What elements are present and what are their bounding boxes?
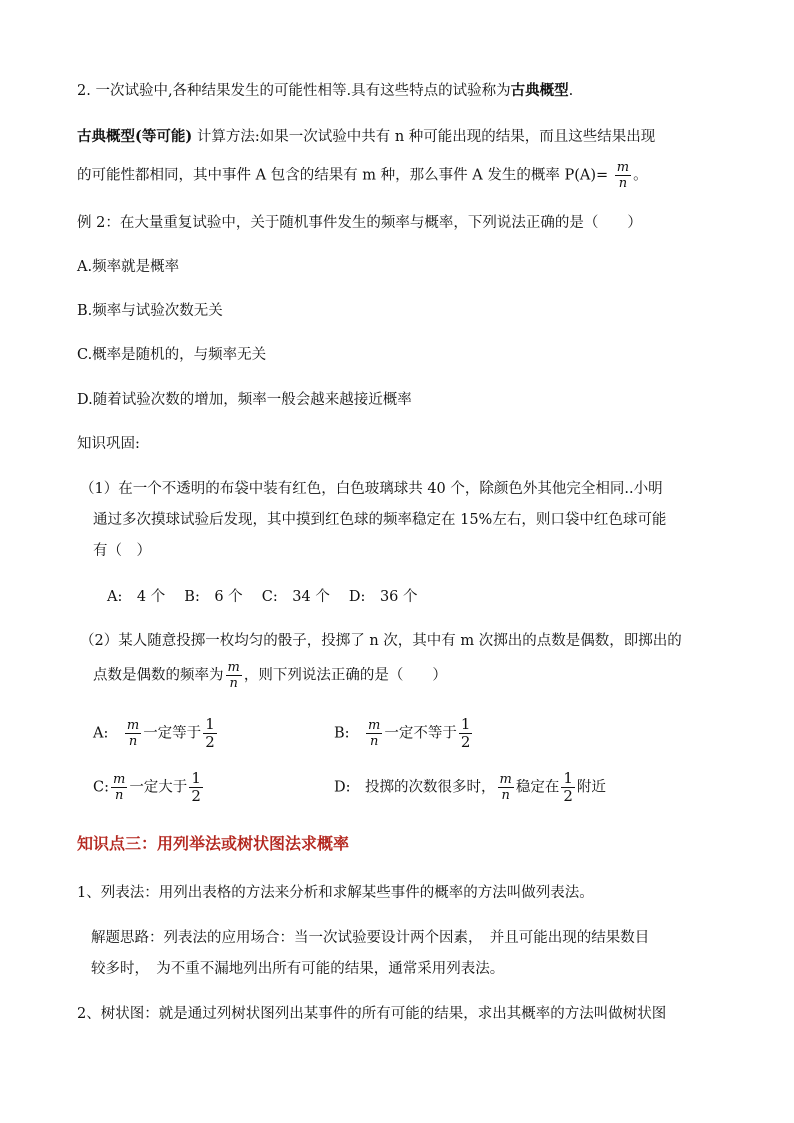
fraction-m-over-n: $\frac{m}{n}$ <box>112 772 126 803</box>
term-classical-model: 古典概型 <box>510 82 569 99</box>
q2-option-c: C: $\frac{m}{n}$ 一定大于 $\frac{1}{2}$ <box>93 769 201 805</box>
fraction-m-over-n: $\frac{m}{n}$ <box>126 718 140 749</box>
q2-option-d: D: 投掷的次数很多时， $\frac{m}{n}$ 稳定在 $\frac{1}{2}$ 附近 <box>334 769 606 805</box>
q1-line1: （1）在一个不透明的布袋中装有红色，白色玻璃球共 40 个，除颜色外其他完全相同..小明 <box>80 481 663 497</box>
section-heading-enumeration: 知识点三：用列举法或树状图法求概率 <box>77 834 350 853</box>
example2-option-d: D.随着试验次数的增加，频率一般会越来越接近概率 <box>77 392 412 408</box>
fraction-one-half: $\frac{1}{2}$ <box>460 715 471 751</box>
fraction-m-over-n: $\frac{m}{n}$ <box>616 160 630 191</box>
fraction-m-over-n: $\frac{m}{n}$ <box>227 660 240 691</box>
term-classical-equal: 古典概型(等可能) <box>77 128 193 145</box>
list-method-strategy-line2: 较多时， 为不重不漏地列出所有可能的结果，通常采用列表法。 <box>91 961 505 977</box>
list-method-strategy-line1: 解题思路：列表法的应用场合：当一次试验要设计两个因素， 并且可能出现的结果数目 <box>91 930 650 946</box>
example2-option-c: C.概率是随机的，与频率无关 <box>77 347 267 363</box>
q2-option-a: A: $\frac{m}{n}$ 一定等于 $\frac{1}{2}$ <box>93 715 215 751</box>
example2-option-b: B.频率与试验次数无关 <box>77 303 223 319</box>
line-classical-definition: 2. 一次试验中,各种结果发生的可能性相等.具有这些特点的试验称为古典概型. <box>77 82 574 99</box>
example2-option-a: A.频率就是概率 <box>77 259 180 275</box>
q1-line2: 通过多次摸球试验后发现，其中摸到红色球的频率稳定在 15%左右，则口袋中红色球可能 <box>93 512 667 528</box>
fraction-one-half: $\frac{1}{2}$ <box>563 769 573 805</box>
q2-line1: （2）某人随意投掷一枚均匀的骰子，投掷了 n 次，其中有 m 次掷出的点数是偶数，即掷出的 <box>80 633 682 649</box>
fraction-one-half: $\frac{1}{2}$ <box>205 715 215 751</box>
fraction-m-over-n: $\frac{m}{n}$ <box>499 772 512 803</box>
line-classical-method: 古典概型(等可能) 计算方法:如果一次试验中共有 n 种可能出现的结果，而且这些结果出现 <box>77 128 656 145</box>
tree-diagram-definition: 2、树状图：就是通过列树状图列出某事件的所有可能的结果，求出其概率的方法叫做树状图 <box>77 1006 667 1022</box>
fraction-one-half: $\frac{1}{2}$ <box>191 769 201 805</box>
knowledge-consolidation-heading: 知识巩固: <box>77 436 140 452</box>
fraction-m-over-n: $\frac{m}{n}$ <box>368 718 381 749</box>
example2-question: 例 2：在大量重复试验中，关于随机事件发生的频率与概率，下列说法正确的是（ ） <box>77 215 642 231</box>
list-method-definition: 1、列表法：用列出表格的方法来分析和求解某些事件的概率的方法叫做列表法。 <box>77 885 594 901</box>
line-probability-formula: 的可能性都相同，其中事件 A 包含的结果有 m 种，那么事件 A 发生的概率 P(A)= $\frac{m}{n}$ 。 <box>77 160 648 191</box>
q2-line2: 点数是偶数的频率为 $\frac{m}{n}$ ，则下列说法正确的是（ ） <box>93 660 447 691</box>
q1-line3: 有（ ） <box>93 543 151 559</box>
q2-option-b: B: $\frac{m}{n}$ 一定不等于 $\frac{1}{2}$ <box>334 715 471 751</box>
q1-options: A: 4 个 B: 6 个 C: 34 个 D: 36 个 <box>107 589 418 605</box>
